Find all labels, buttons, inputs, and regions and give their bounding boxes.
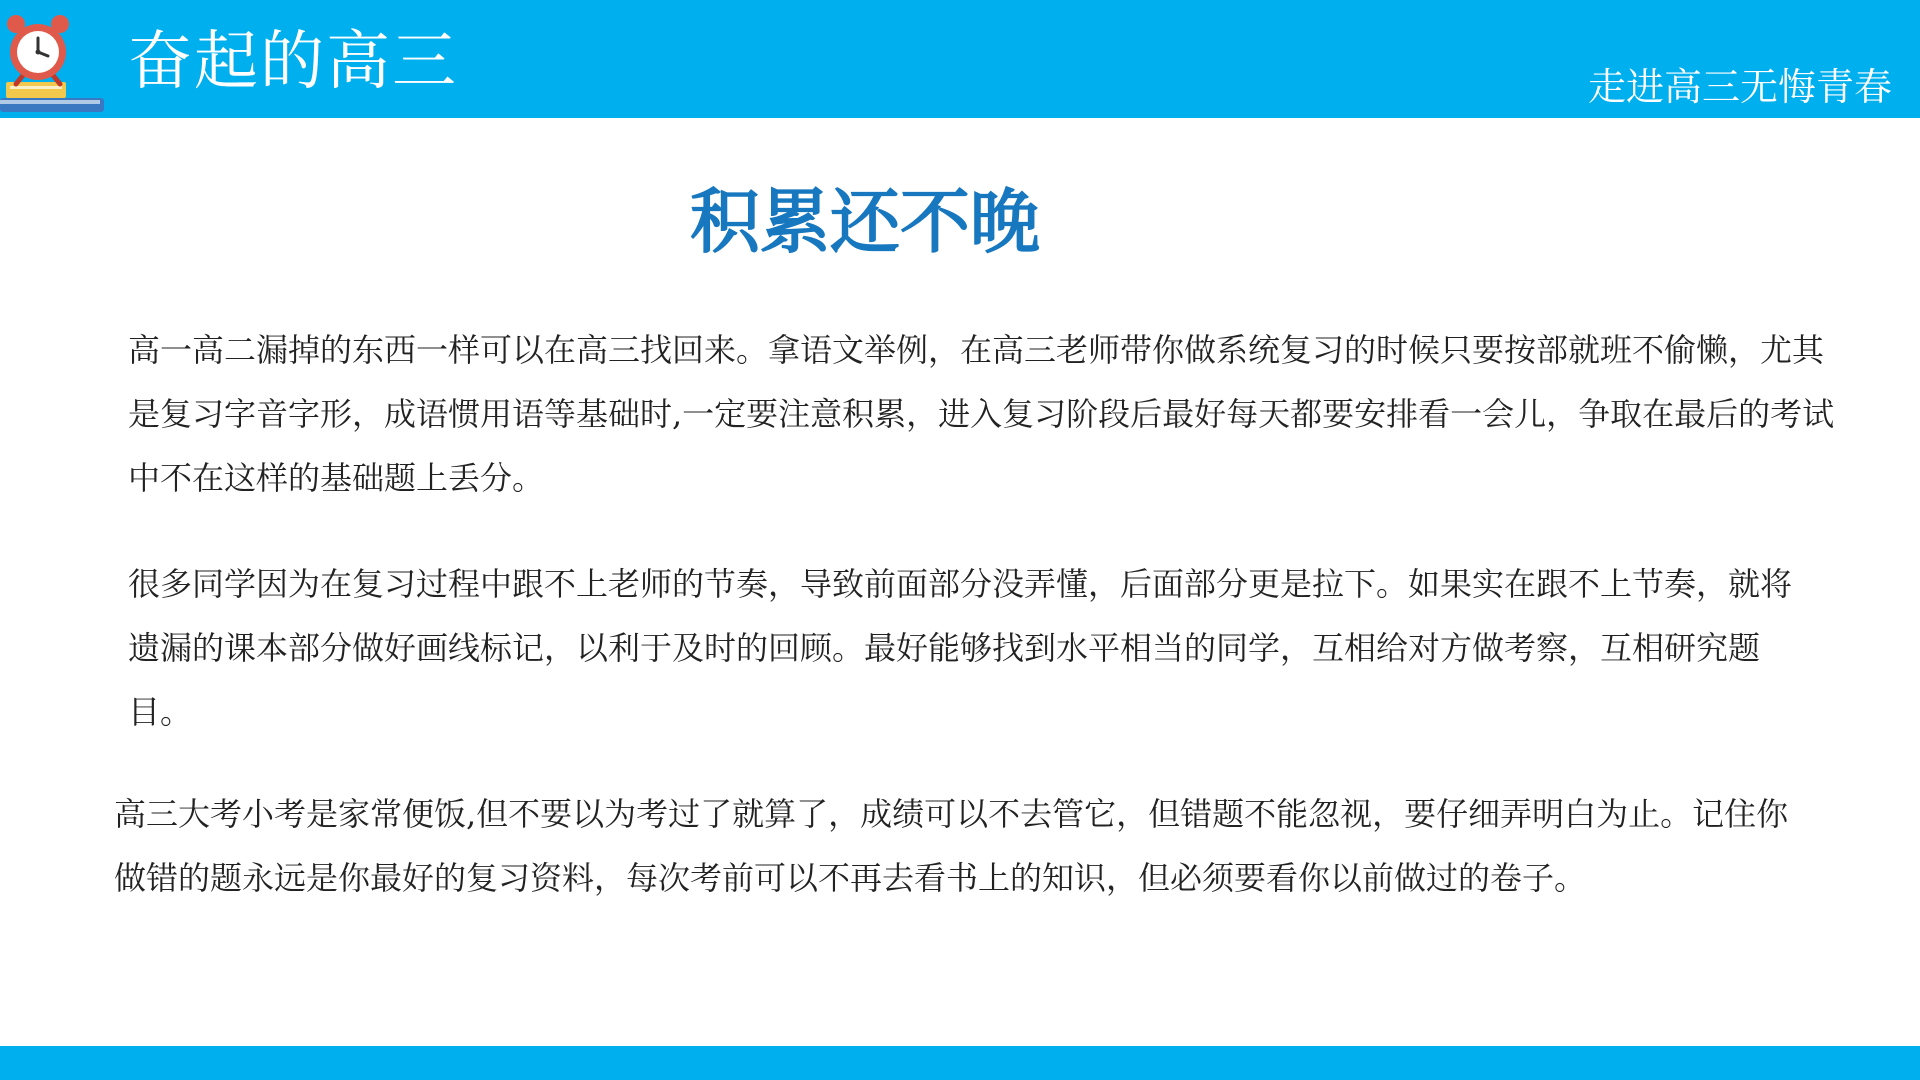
slide-title: 积累还不晚 <box>690 181 1040 263</box>
paragraph-2: 很多同学因为在复习过程中跟不上老师的节奏，导致前面部分没弄懂，后面部分更是拉下。如果实在跟不上节奏，就将遗漏的课本部分做好画线标记，以利于及时的回顾。最好能够找到水平相当的同学，互相给对方做考察，互相研究题目。 <box>128 565 1793 731</box>
alarm-clock-on-books-icon <box>0 14 104 118</box>
footer-bar <box>0 1046 1920 1080</box>
paragraph-1: 高一高二漏掉的东西一样可以在高三找回来。拿语文举例，在高三老师带你做系统复习的时候只要按部就班不偷懒，尤其是复习字音字形，成语惯用语等基础时,一定要注意积累，进入复习阶段后最好每天都要安排看一会儿，争取在最后的考试中不在这样的基础题上丢分。 <box>128 331 1835 497</box>
paragraph-3: 高三大考小考是家常便饭,但不要以为考过了就算了，成绩可以不去管它，但错题不能忽视，要仔细弄明白为止。记住你做错的题永远是你最好的复习资料，每次考前可以不再去看书上的知识，但必须要看你以前做过的卷子。 <box>114 795 1789 897</box>
header-title: 奋起的高三 <box>128 25 458 99</box>
header-slogan: 走进高三无悔青春 <box>1587 65 1892 109</box>
header-bar <box>0 0 1920 118</box>
